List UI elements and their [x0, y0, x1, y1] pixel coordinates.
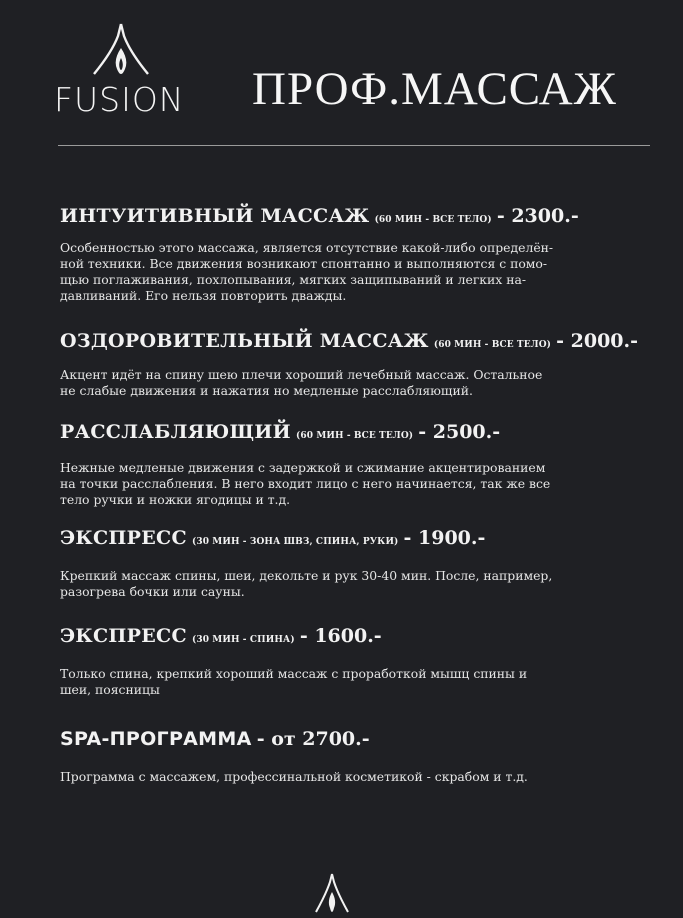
service-name: ЭКСПРЕСС — [60, 625, 187, 647]
service-price: - от 2700.- — [256, 728, 370, 750]
service-price: - 2300.- — [496, 205, 579, 227]
service-health — [60, 332, 640, 399]
service-description: Особенностью этого массажа, является отсутствие какой-либо определён- ной техники. Все движения возникают спонтанно и выполняются с помо- щью поглаживания, похлопывания, мягких защипываний и легких на- давливаний. Его нельзя повторить дважды. — [60, 240, 554, 303]
service-description: Крепкий массаж спины, шеи, декольте и рук 30-40 мин. После, например, разогрева бочки или сауны. — [60, 568, 553, 599]
service-description: Только спина, крепкий хороший массаж с проработкой мышц спины и шеи, поясницы — [60, 666, 528, 697]
service-description: Нежные медленые движения с задержкой и сжимание акцентированием на точки расслабления. В него входит лицо с него начинается, так же все тело ручки и ножки ягодицы и т.д. — [60, 460, 551, 507]
page-title: ПРОФ.МАССАЖ — [252, 63, 617, 115]
header-divider — [58, 145, 650, 146]
service-description: Акцент идёт на спину шею плечи хороший лечебный массаж. Остальное не слабые движения и нажатия но медленые расслабляющий. — [60, 367, 543, 398]
service-express-back — [60, 627, 640, 698]
service-name: SPA-ПРОГРАММА — [60, 728, 252, 750]
service-description: Программа с массажем, профессинальной косметикой - скрабом и т.д. — [60, 769, 528, 784]
fusion-logo — [54, 22, 194, 118]
service-meta: (60 МИН - ВСЕ ТЕЛО) — [374, 215, 492, 225]
service-meta: (60 МИН - ВСЕ ТЕЛО) — [433, 340, 552, 350]
service-name: ИНТУИТИВНЫЙ МАССАЖ — [60, 205, 370, 227]
service-intuitive — [60, 207, 640, 304]
flame-logo-icon — [86, 22, 156, 80]
service-meta: (60 МИН - ВСЕ ТЕЛО) — [296, 431, 414, 441]
service-price: - 2500.- — [418, 421, 501, 443]
service-express-full — [60, 529, 640, 600]
flame-logo-icon — [312, 872, 352, 914]
service-name: РАССЛАБЛЯЮЩИЙ — [60, 421, 291, 443]
footer-logo — [312, 872, 352, 918]
service-relaxing — [60, 423, 640, 508]
service-meta: (30 МИН - ЗОНА ШВЗ, СПИНА, РУКИ) — [191, 537, 399, 547]
service-name: ЭКСПРЕСС — [60, 527, 187, 549]
service-price: - 1900.- — [403, 527, 486, 549]
service-price: - 2000.- — [556, 330, 639, 352]
logo-wordmark: FUSION — [54, 80, 185, 119]
service-spa-program — [60, 730, 640, 785]
service-name: ОЗДОРОВИТЕЛЬНЫЙ МАССАЖ — [60, 330, 429, 352]
service-meta: (30 МИН - СПИНА) — [191, 635, 295, 645]
service-price: - 1600.- — [299, 625, 382, 647]
